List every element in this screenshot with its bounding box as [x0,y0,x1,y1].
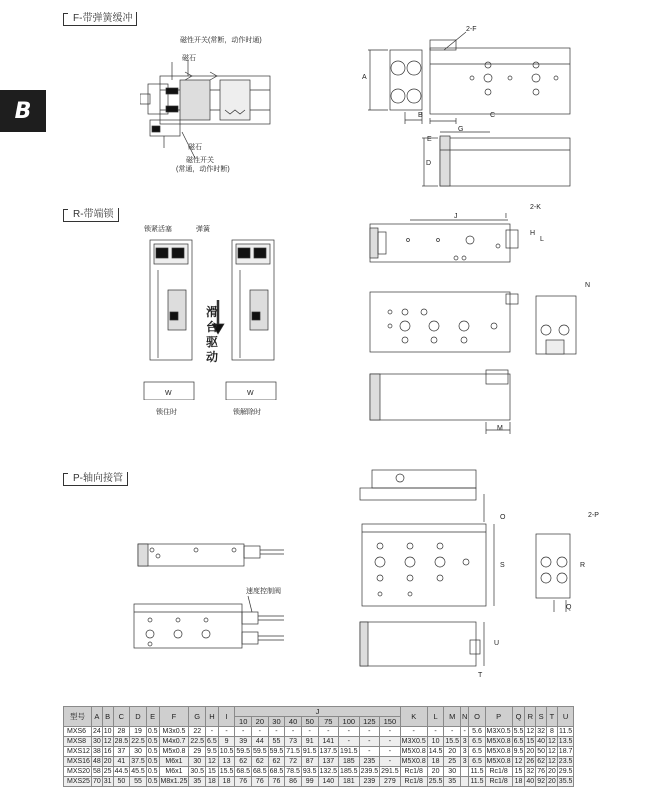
table-cell: 15.5 [445,738,460,745]
table-cell: 50 [113,777,130,787]
table-header-j-75: 75 [318,717,339,727]
table-cell: 20 [103,758,112,765]
table-cell: 0.5 [147,758,158,765]
table-cell: Rc1/8 [400,767,427,777]
table-cell: 29 [189,747,206,757]
table-cell: 22.5 [131,738,145,745]
table-cell: 20 [427,767,444,777]
table-cell: 18.7 [558,748,573,755]
table-cell: 55 [268,737,285,747]
dim-g: G [458,126,464,133]
table-cell: 6.5 [469,747,485,757]
table-cell: 78.5 [286,768,300,775]
table-cell: 12 [526,728,535,735]
callout-speed-controller: 速度控制阀 [246,588,281,595]
slide-drive-label [205,305,219,365]
table-cell: 12 [206,757,219,767]
table-cell: 70 [92,778,101,785]
dim-2-p: 2-P [588,512,599,519]
table-header-b: B [102,707,113,727]
table-cell: 15 [206,767,219,777]
table-cell: 25 [103,768,112,775]
table-cell: 91.5 [302,748,317,755]
table-cell: M4x0.7 [159,737,189,747]
table-header-l: L [427,707,444,727]
dim-o: O [500,514,506,521]
table-cell: 9.5 [513,748,524,755]
table-header-s: S [536,707,547,727]
dim-j: J [454,213,458,220]
table-cell: 20 [526,748,535,755]
table-cell: - [268,727,285,737]
dim-m: M [497,425,503,432]
table-cell: 291.5 [381,768,399,775]
table-cell: - [400,727,427,737]
table-cell: 0.5 [147,738,158,745]
slide-drive-char-2: 台 [205,320,218,334]
dim-c: C [490,112,496,119]
table-cell: 18 [427,757,444,767]
table-header-j-10: 10 [235,717,252,727]
table-header-j: J [235,707,400,717]
dimension-table [63,706,574,787]
table-row [64,737,574,747]
table-cell: 93.5 [302,768,317,775]
table-cell: M3X0.5 [486,728,511,735]
table-cell: 40 [526,778,535,785]
table-header-f: F [159,707,189,727]
table-cell: 41 [113,757,130,767]
table-cell: 30 [92,738,101,745]
dim-a: A [362,74,367,81]
table-cell: 9.5 [207,748,217,755]
table-header-t: T [547,707,558,727]
table-cell: 22 [189,727,206,737]
table-cell [461,767,469,777]
table-cell: 86 [285,777,302,787]
table-header-o: O [469,707,485,727]
table-cell: M5X0.8 [486,738,511,745]
table-cell: 10 [427,737,444,747]
table-cell: 30 [130,747,147,757]
end-lock-views [360,210,600,440]
table-cell: 24 [92,728,101,735]
table-cell: 12 [512,757,525,767]
axial-piping-views [128,536,288,656]
table-cell: 137.5 [319,748,338,755]
table-cell: 10 [103,728,112,735]
dim-d: D [426,160,432,167]
dim-w-unlocked: W [247,390,254,397]
slide-drive-char-4: 动 [205,350,218,364]
table-cell [461,777,469,787]
table-cell: 76 [235,777,252,787]
table-cell-model: MXS25 [64,777,92,787]
callout-magnet-top: 磁石 [182,55,196,62]
table-cell: 62 [252,757,269,767]
table-cell: 239 [359,777,380,787]
table-cell: 12 [548,758,556,765]
slide-drive-char-3: 驱 [205,335,218,349]
table-cell: 87 [301,757,318,767]
callout-sensor-no-line2: (常通，动作时断) [176,166,230,173]
table-cell: - [206,727,219,737]
table-body [64,727,574,787]
table-cell: 9 [218,737,235,747]
table-cell: 68.5 [236,768,251,775]
table-cell: 14.5 [428,748,443,755]
table-cell: 37 [113,747,130,757]
table-cell: 3 [461,757,469,767]
table-header-d: D [130,707,147,727]
table-row [64,777,574,787]
table-cell: - [252,727,269,737]
table-header-j-50: 50 [301,717,318,727]
table-cell: - [218,727,235,737]
table-cell: 62 [235,757,252,767]
table-header-row-1 [64,707,574,717]
table-cell: 20 [548,768,556,775]
table-cell: 23.5 [558,758,573,765]
table-cell: 58 [92,768,101,775]
table-cell-model: MXS16 [64,757,92,767]
table-cell: 62 [537,758,545,765]
table-cell: 30 [444,767,461,777]
table-cell: 25.5 [428,778,443,785]
dim-i: I [505,213,507,220]
table-cell: 92 [537,778,545,785]
table-cell: - [444,727,461,737]
table-cell: 20 [548,778,556,785]
table-cell: 239.5 [360,768,379,775]
table-cell: Rc1/8 [485,767,512,777]
table-cell: - [380,737,401,747]
table-cell: 76 [537,768,545,775]
table-cell: 3 [461,737,469,747]
table-cell: 30.5 [190,768,205,775]
table-cell: - [285,727,302,737]
table-cell: 132.5 [319,768,338,775]
table-cell: 26 [526,758,535,765]
dim-q: Q [566,604,572,611]
table-cell: 99 [301,777,318,787]
dim-2-f: 2-F [466,26,477,33]
table-cell: 8 [547,727,558,737]
slide-drive-char-1: 滑 [205,305,218,319]
callout-magnet-bottom: 磁石 [188,144,202,151]
table-cell: 76 [268,777,285,787]
table-cell-model: MXS12 [64,747,92,757]
table-cell: 32 [537,728,545,735]
table-cell: 37.5 [131,758,145,765]
table-cell: - [339,727,360,737]
dim-s: S [500,562,505,569]
table-row [64,767,574,777]
axial-piping-right-views [350,460,600,690]
section-title-r: R-带端锁 [63,208,119,222]
table-header-j-150: 150 [380,717,401,727]
table-cell: - [235,727,252,737]
dim-r: R [580,562,586,569]
table-cell: - [380,757,401,767]
spring-buffer-cross-section [140,40,290,170]
table-cell: 0.5 [147,778,158,785]
table-cell: 19 [130,727,147,737]
dim-b: B [418,112,423,119]
table-cell: 12 [548,748,556,755]
table-cell: 30 [189,757,206,767]
table-cell: - [318,727,339,737]
callout-sensor-nc: 磁性开关(常断，动作时通) [180,37,262,44]
table-cell: 11.5 [470,778,484,785]
callout-lock-piston: 锁紧活塞 [144,226,172,233]
table-cell: 18 [206,777,219,787]
table-cell: M5X0.8 [401,748,426,755]
table-cell: 141 [318,737,339,747]
table-cell: 68.5 [269,768,284,775]
table-row [64,757,574,767]
table-cell: 235 [359,757,380,767]
table-cell: M6x1 [159,767,189,777]
table-cell: 181 [339,777,360,787]
table-header-p: P [485,707,512,727]
table-cell: - [380,727,401,737]
table-cell: Rc1/8 [400,777,427,787]
dim-h: H [530,230,536,237]
table-cell: 73 [285,737,302,747]
table-cell: 18 [218,777,235,787]
dim-u: U [494,640,500,647]
table-cell: - [461,727,469,737]
table-cell: M5X0.8 [486,758,511,765]
table-cell: 16 [103,748,112,755]
table-cell: 31 [103,778,112,785]
dim-2-k: 2-K [530,204,541,211]
table-header-m: M [444,707,461,727]
table-cell: - [359,727,380,737]
table-cell: 28 [113,727,130,737]
table-cell: 68.5 [253,768,267,775]
table-cell: - [359,737,380,747]
table-header-j-125: 125 [359,717,380,727]
table-cell: 0.5 [147,748,158,755]
table-cell: M3X0.5 [401,738,426,745]
dim-e: E [427,136,432,143]
table-cell: 185 [339,757,360,767]
dim-n: N [585,282,591,289]
table-cell: 279 [380,777,401,787]
table-cell-model: MXS8 [64,737,92,747]
callout-sensor-no-line1: 磁性开关 [186,157,214,164]
table-cell: 44.5 [114,768,129,775]
table-cell: 0.5 [147,768,158,775]
table-cell: - [427,727,444,737]
table-cell: 15 [526,738,535,745]
table-header-j-20: 20 [252,717,269,727]
table-cell: 15.5 [219,768,234,775]
table-cell: M8x1.25 [160,778,188,785]
table-cell: 72 [285,757,302,767]
table-cell: 185.5 [340,768,358,775]
table-cell: 62 [268,757,285,767]
table-cell: 0.5 [147,728,158,735]
table-cell: - [339,737,360,747]
table-cell: 137 [318,757,339,767]
table-cell: 20 [444,747,461,757]
table-cell: 25 [444,757,461,767]
spring-buffer-views [360,20,600,200]
table-header-c: C [113,707,130,727]
table-cell: 3 [461,747,469,757]
table-cell: 59.5 [236,748,251,755]
table-header-i: I [218,707,235,727]
table-cell: 6.5 [469,757,485,767]
table-cell: 11.5 [559,728,573,735]
table-cell: 18 [512,777,525,787]
table-cell: M6x1 [159,757,189,767]
table-cell: 12 [103,738,112,745]
table-cell: 45.5 [131,768,145,775]
table-cell: 59.5 [253,748,267,755]
table-cell: 71.5 [286,748,300,755]
table-cell: 6.5 [513,738,524,745]
table-cell: 55 [130,777,147,787]
table-header-j-40: 40 [285,717,302,727]
table-cell: 191.5 [340,748,358,755]
table-header-j-30: 30 [268,717,285,727]
table-cell: 11.5 [470,768,484,775]
table-header-k: K [400,707,427,727]
table-cell: 15 [512,767,525,777]
section-title-p: P-轴向接管 [63,472,128,486]
table-cell: 35.5 [558,778,573,785]
table-header-g: G [189,707,206,727]
dim-w-locked: W [165,390,172,397]
table-header-a: A [91,707,102,727]
table-cell: 22.5 [190,738,205,745]
section-title-f: F-带弹簧缓冲 [63,12,137,26]
table-cell: - [380,747,401,757]
table-cell: 59.5 [269,748,284,755]
caption-locked: 锁住时 [156,409,177,416]
table-header-model: 型号 [64,707,92,727]
table-cell: 76 [252,777,269,787]
table-cell: 28.5 [114,738,129,745]
table-cell: 35 [444,777,461,787]
table-cell: 40 [537,738,545,745]
table-cell: M5x0.8 [159,747,189,757]
callout-spring: 弹簧 [196,226,210,233]
table-header-j-100: 100 [339,717,360,727]
table-row [64,727,574,737]
table-cell: 13.5 [558,738,573,745]
dim-l: L [540,236,544,243]
table-cell: 35 [189,777,206,787]
table-cell: 39 [235,737,252,747]
table-cell: 140 [318,777,339,787]
section-tab-b [0,90,46,132]
section-tab-letter: B [14,98,32,124]
table-cell: - [301,727,318,737]
table-cell: 29.5 [558,768,573,775]
table-cell: 13 [218,757,235,767]
table-cell: 91 [301,737,318,747]
table-cell: 32 [526,768,535,775]
table-cell: 6.5 [469,737,485,747]
table-cell: 48 [92,758,101,765]
table-cell: 44 [252,737,269,747]
table-cell-model: MXS6 [64,727,92,737]
table-header-r: R [525,707,536,727]
table-row [64,747,574,757]
table-cell: 5.6 [469,727,485,737]
table-header-e: E [146,707,159,727]
table-cell: 12 [548,738,556,745]
table-header-h: H [206,707,219,727]
table-cell: 38 [92,748,101,755]
table-cell: 50 [537,748,545,755]
table-header-q: Q [512,707,525,727]
dim-t: T [478,672,483,679]
table-cell: M5X0.8 [401,758,426,765]
table-cell: - [359,747,380,757]
table-cell: M3x0.5 [159,727,189,737]
table-header-u: U [557,707,574,727]
caption-unlocked: 锁解除时 [233,409,261,416]
table-cell: M5X0.8 [486,748,511,755]
table-cell: Rc1/8 [485,777,512,787]
table-cell-model: MXS20 [64,767,92,777]
table-cell: 5.5 [513,728,524,735]
table-cell: 10.5 [219,748,234,755]
table-cell: 6.5 [207,738,217,745]
table-header-n: N [461,707,469,727]
